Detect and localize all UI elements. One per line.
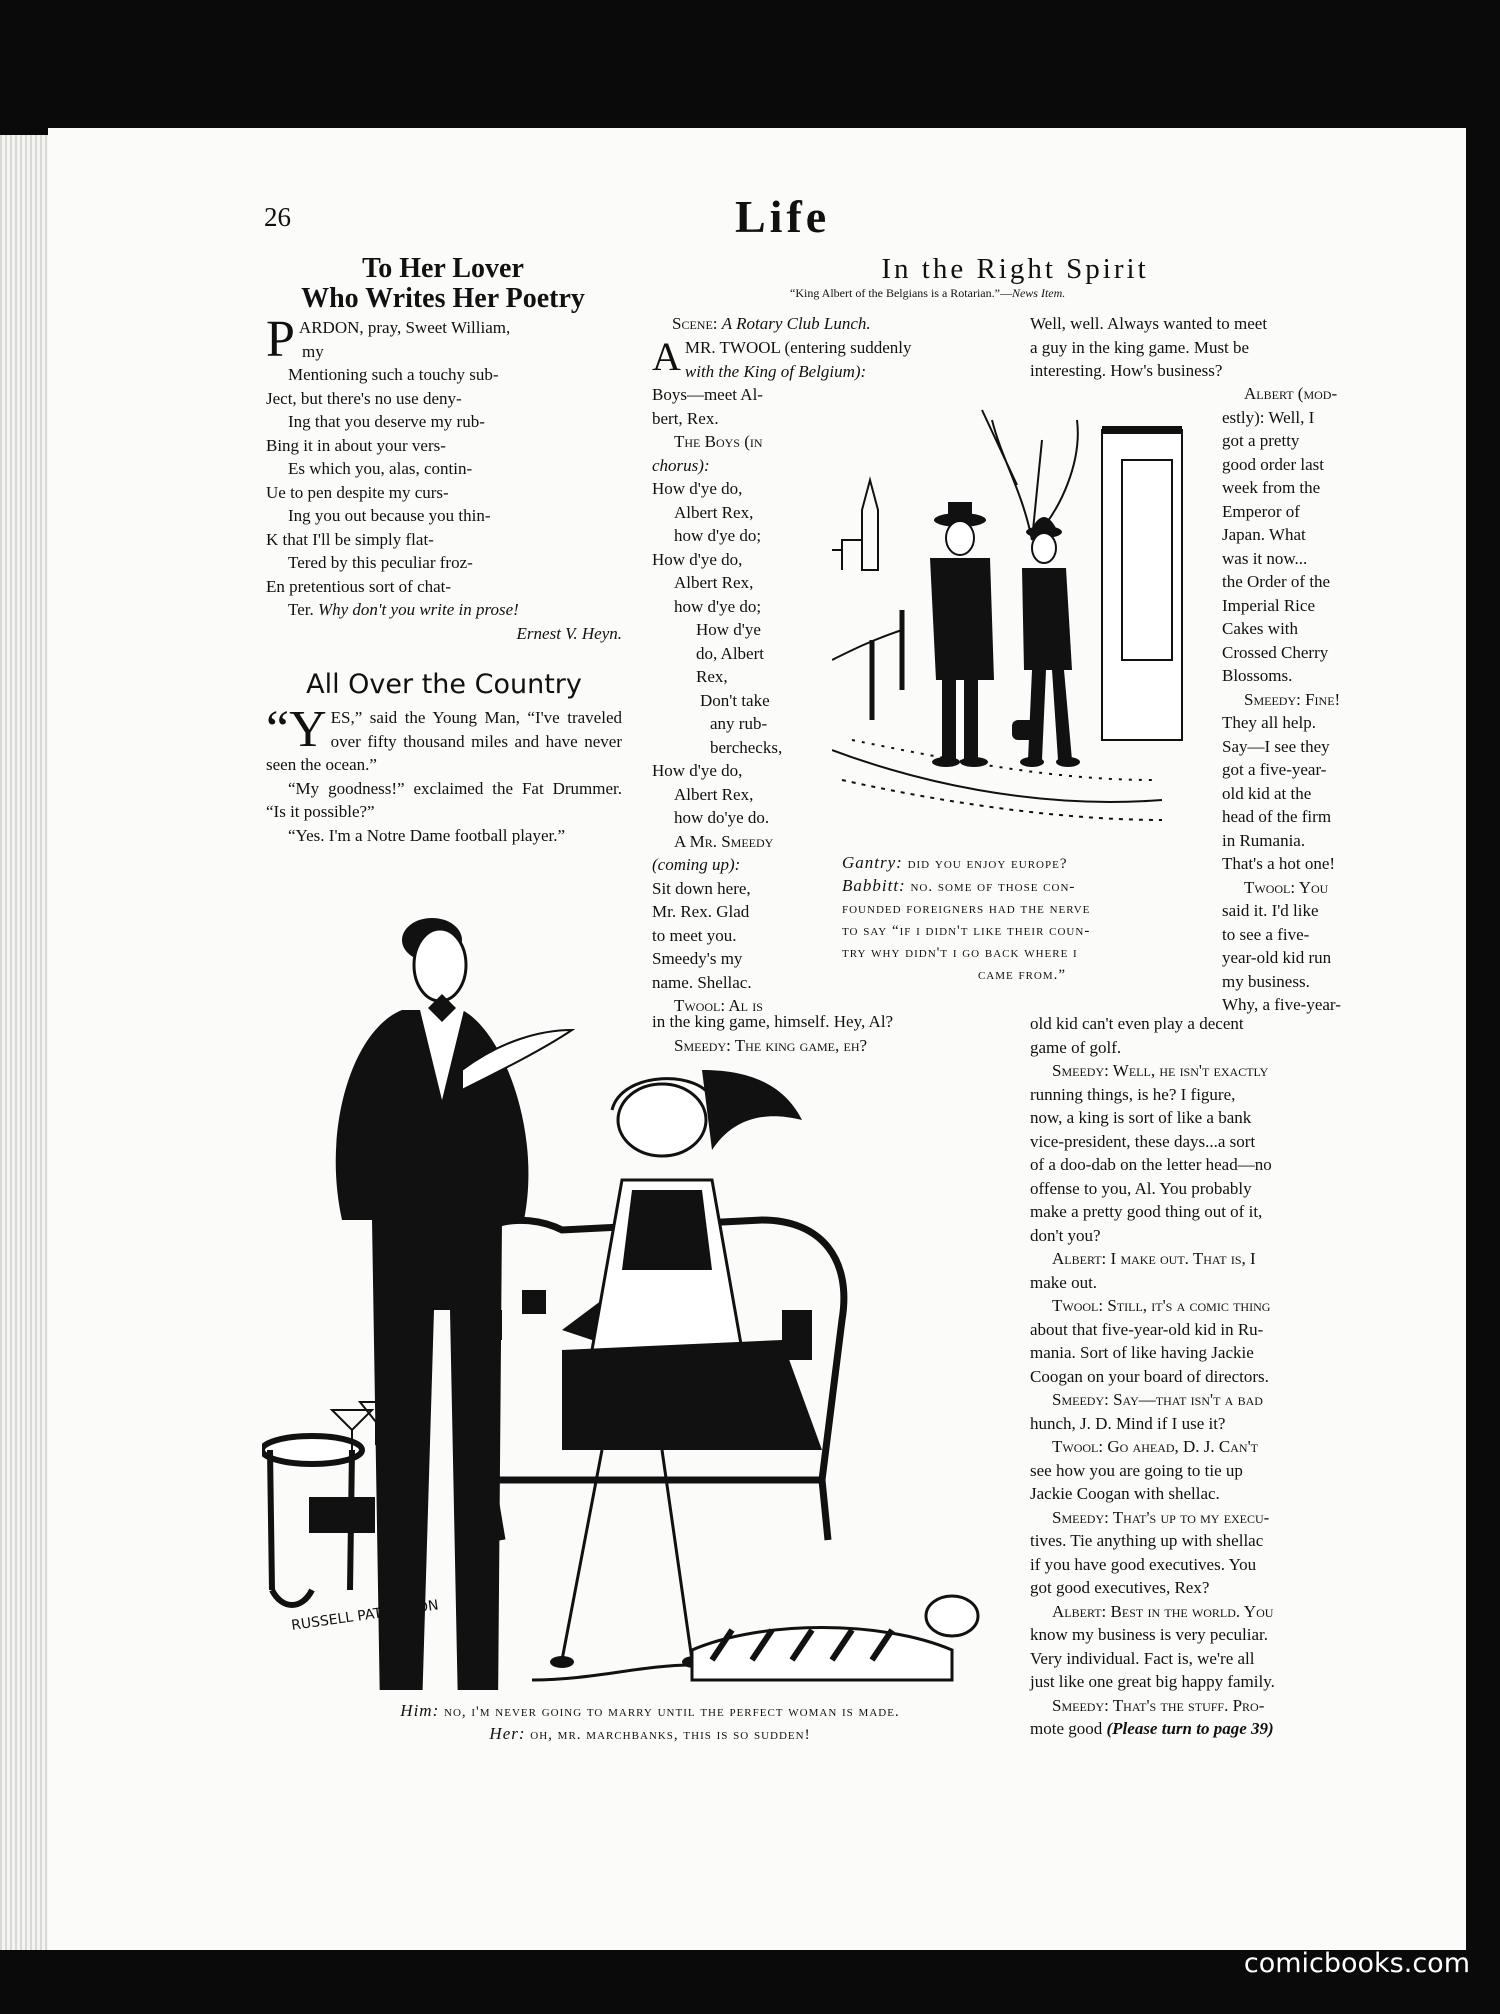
dialogue-line: berchecks, [710, 737, 783, 757]
country-paragraph-2: “My goodness!” exclaimed the Fat Drummer. “Is it possible?” [266, 778, 622, 821]
dialogue-line: mote good [1030, 1719, 1103, 1738]
caption-speaker: Him: [400, 1701, 440, 1720]
dialogue-line: in Rumania. [1222, 830, 1306, 850]
poem-line: ARDON, pray, Sweet William, [298, 318, 511, 337]
dialogue-line: tives. Tie anything up with shellac [1030, 1531, 1264, 1550]
poem-title [268, 254, 618, 314]
dialogue-line: Coogan on your board of directors. [1030, 1366, 1269, 1386]
dialogue-line: Rex, [696, 667, 728, 686]
dialogue-line: They all help. [1222, 713, 1316, 732]
poem-title-line2: Who Writes Her Poetry [301, 283, 585, 314]
spirit-title: In the Right Spirit [881, 253, 1149, 285]
dialogue-line: do, Albert [696, 643, 764, 663]
dialogue-line: How d'ye do, [652, 761, 743, 780]
caption-line: no, i'm never going to marry until the perfect woman is made. [444, 1704, 900, 1720]
country-body [266, 701, 622, 847]
dialogue-line: year-old kid run [1222, 948, 1332, 967]
poem-last-line: Why don't you write in prose! [317, 600, 519, 619]
caption-line: founded foreigners had the nerve [842, 901, 1091, 917]
dialogue-line: Smeedy: Well, he isn't exactly [1052, 1061, 1269, 1080]
spirit-scene [652, 312, 1030, 336]
dialogue-line: Well, well. Always wanted to meet [1030, 314, 1268, 333]
dialogue-line: Mr. Rex. Glad [652, 902, 750, 921]
spirit-mid-top [1030, 312, 1390, 383]
dialogue-line: Imperial Rice [1222, 595, 1315, 615]
caption-speaker: Her: [489, 1724, 526, 1743]
caption-speaker: Gantry: [842, 853, 903, 872]
dialogue-line: MR. TWOOL (entering suddenly [684, 338, 912, 357]
dialogue-line: see how you are going to tie up [1030, 1460, 1243, 1480]
dialogue-line: about that five-year-old kid in Ru- [1030, 1319, 1264, 1339]
dialogue-line: Albert Rex, [674, 573, 754, 592]
dialogue-line: how d'ye do; [674, 596, 762, 616]
dialogue-line: in the king game, himself. Hey, Al? [652, 1012, 894, 1031]
dialogue-line: Jackie Coogan with shellac. [1030, 1484, 1220, 1503]
dialogue-line: vice-president, these days...a sort [1030, 1131, 1256, 1151]
watermark: comicbooks.com [1243, 1948, 1470, 1979]
dialogue-line: a guy in the king game. Must be [1030, 337, 1250, 357]
poem-line: Ue to pen despite my curs- [266, 482, 449, 502]
epigraph-source: News Item. [1011, 286, 1066, 300]
dialogue-line: how d'ye do; [674, 526, 762, 545]
dialogue-line: running things, is he? I figure, [1030, 1084, 1236, 1104]
dialogue-line: Twool: Still, it's a comic thing [1052, 1296, 1271, 1315]
dialogue-line: any rub- [710, 714, 768, 733]
poem-line: Ing that you deserve my rub- [288, 412, 485, 431]
caption-line: came from.” [977, 967, 1067, 983]
dialogue-line: (coming up): [652, 855, 741, 874]
dialogue-line: hunch, J. D. Mind if I use it? [1030, 1413, 1226, 1433]
dialogue-line: Twool: Al is [674, 996, 763, 1015]
poem-line: Ter. [288, 600, 314, 619]
poem-line: Bing it in about your vers- [266, 435, 446, 455]
dialogue-line: make a pretty good thing out of it, [1030, 1202, 1263, 1221]
dialogue-line: old kid can't even play a decent [1030, 1014, 1244, 1033]
dialogue-line: Say—I see they [1222, 736, 1330, 756]
dialogue-line: Albert: Best in the world. You [1052, 1601, 1274, 1621]
poem-body [266, 311, 622, 645]
dialogue-line: A Mr. Smeedy [674, 831, 774, 851]
dialogue-line: got good executives, Rex? [1030, 1578, 1210, 1597]
dialogue-line: chorus): [652, 455, 710, 475]
dialogue-line: to meet you. [652, 925, 737, 945]
dialogue-line: bert, Rex. [652, 408, 719, 428]
couple-cartoon-caption [270, 1700, 1030, 1746]
spirit-right-narrow [1222, 382, 1392, 1017]
dialogue-line: with the King of Belgium): [684, 361, 867, 381]
caption-speaker: Babbitt: [842, 876, 906, 895]
country-title: All Over the Country [306, 669, 582, 700]
dialogue-line: just like one great big happy family. [1030, 1672, 1275, 1691]
poem-line: K that I'll be simply flat- [266, 529, 434, 549]
poem-title-line1: To Her Lover [362, 253, 524, 284]
spirit-epigraph [790, 286, 1240, 301]
dialogue-line: Don't take [700, 690, 770, 710]
dialogue-line: Smeedy: Say—that isn't a bad [1052, 1390, 1263, 1409]
svg-text:RUSSELL PATTERSON: RUSSELL PATTERSON [290, 1597, 440, 1634]
caption-line: to say “if i didn't like their coun- [842, 923, 1091, 939]
dialogue-line: got a five-year- [1222, 760, 1327, 779]
scene-text: A Rotary Club Lunch. [721, 314, 871, 333]
street-cartoon-illustration [832, 400, 1192, 840]
country-drop-cap: “Y [266, 701, 327, 758]
dialogue-line: now, a king is sort of like a bank [1030, 1108, 1252, 1127]
dialogue-line: said it. I'd like [1222, 901, 1319, 920]
epigraph-quote: “King Albert of the Belgians is a Rotarian.”— [790, 286, 1012, 300]
dialogue-line: Smeedy: Fine! [1244, 689, 1341, 709]
dialogue-line: Very individual. Fact is, we're all [1030, 1648, 1255, 1668]
dialogue-line: mania. Sort of like having Jackie [1030, 1343, 1254, 1362]
dialogue-line: Cakes with [1222, 619, 1299, 638]
dialogue-line: How d'ye [696, 620, 761, 639]
dialogue-line: if you have good executives. You [1030, 1554, 1257, 1574]
dialogue-line: my business. [1222, 971, 1310, 991]
turn-page-note: (Please turn to page 39) [1106, 1719, 1274, 1738]
dialogue-line: was it now... [1222, 548, 1308, 568]
dialogue-line: The Boys (in [674, 432, 763, 451]
poem-line: Ject, but there's no use deny- [266, 388, 462, 408]
dialogue-line: how do'ye do. [674, 808, 770, 827]
dialogue-line: Twool: You [1244, 877, 1329, 897]
poem-drop-cap: P [266, 311, 295, 368]
dialogue-line: don't you? [1030, 1225, 1101, 1245]
poem-line: Mentioning such a touchy sub- [288, 365, 499, 384]
dialogue-line: Smeedy: That's the stuff. Pro- [1052, 1695, 1265, 1715]
dialogue-line: got a pretty [1222, 431, 1300, 450]
spirit-drop-cap: A [652, 334, 681, 379]
dialogue-line: Albert Rex, [674, 502, 754, 522]
caption-line: did you enjoy europe? [907, 856, 1068, 872]
dialogue-line: Sit down here, [652, 878, 751, 898]
scene-label: Scene: [672, 314, 718, 333]
dialogue-line: Smeedy's my [652, 949, 743, 968]
dialogue-line: good order last [1222, 454, 1324, 474]
country-paragraph-3: “Yes. I'm a Notre Dame football player.” [288, 825, 566, 845]
dialogue-line: Boys—meet Al- [652, 385, 763, 404]
poem-line: Tered by this peculiar froz- [288, 553, 473, 572]
caption-line: oh, mr. marchbanks, this is so sudden! [530, 1727, 811, 1743]
dialogue-line: name. Shellac. [652, 972, 752, 992]
dialogue-line: estly): Well, I [1222, 407, 1315, 427]
dialogue-line: Smeedy: That's up to my execu- [1052, 1507, 1270, 1527]
masthead: Life [735, 191, 831, 242]
dialogue-line: make out. [1030, 1272, 1098, 1292]
dialogue-line: How d'ye do, [652, 549, 743, 569]
poem-line: En pretentious sort of chat- [266, 576, 452, 596]
poem-line: Es which you, alas, contin- [288, 459, 473, 478]
dialogue-line: How d'ye do, [652, 479, 743, 498]
dialogue-line: know my business is very peculiar. [1030, 1625, 1268, 1644]
dialogue-line: That's a hot one! [1222, 854, 1336, 873]
poem-line: my [302, 341, 324, 361]
dialogue-line: Albert: I make out. That is, I [1052, 1249, 1256, 1268]
dialogue-line: head of the firm [1222, 807, 1332, 826]
dialogue-line: game of golf. [1030, 1037, 1122, 1057]
dialogue-line: Twool: Go ahead, D. J. Can't [1052, 1437, 1258, 1456]
dialogue-line: to see a five- [1222, 924, 1310, 944]
caption-line: no. some of those con- [910, 879, 1076, 895]
country-paragraph-1: ES,” said the Young Man, “I've traveled over fifty thousand miles and have never seen the ocean.” [266, 708, 622, 774]
dialogue-line: Smeedy: The king game, eh? [674, 1035, 868, 1055]
dialogue-line: offense to you, Al. You probably [1030, 1178, 1252, 1198]
poem-line: Ing you out because you thin- [288, 506, 491, 525]
dialogue-line: old kid at the [1222, 783, 1312, 803]
dialogue-line: of a doo-dab on the letter head—no [1030, 1155, 1272, 1174]
dialogue-line: Why, a five-year- [1222, 995, 1341, 1014]
dialogue-line: Albert (mod- [1244, 384, 1338, 403]
dialogue-line: Blossoms. [1222, 666, 1293, 685]
spirit-right-wide [1030, 1012, 1390, 1741]
dialogue-line: Japan. What [1222, 525, 1306, 544]
page-number: 26 [264, 202, 291, 232]
dialogue-line: Albert Rex, [674, 784, 754, 804]
dialogue-line: the Order of the [1222, 572, 1331, 591]
dialogue-line: Emperor of [1222, 501, 1300, 521]
caption-line: try why didn't i go back where i [842, 945, 1078, 961]
dialogue-line: week from the [1222, 478, 1321, 497]
dialogue-line: Crossed Cherry [1222, 642, 1329, 662]
poem-author: Ernest V. Heyn. [516, 623, 622, 643]
couple-cartoon-illustration [262, 890, 1012, 1690]
dialogue-line: interesting. How's business? [1030, 361, 1223, 380]
